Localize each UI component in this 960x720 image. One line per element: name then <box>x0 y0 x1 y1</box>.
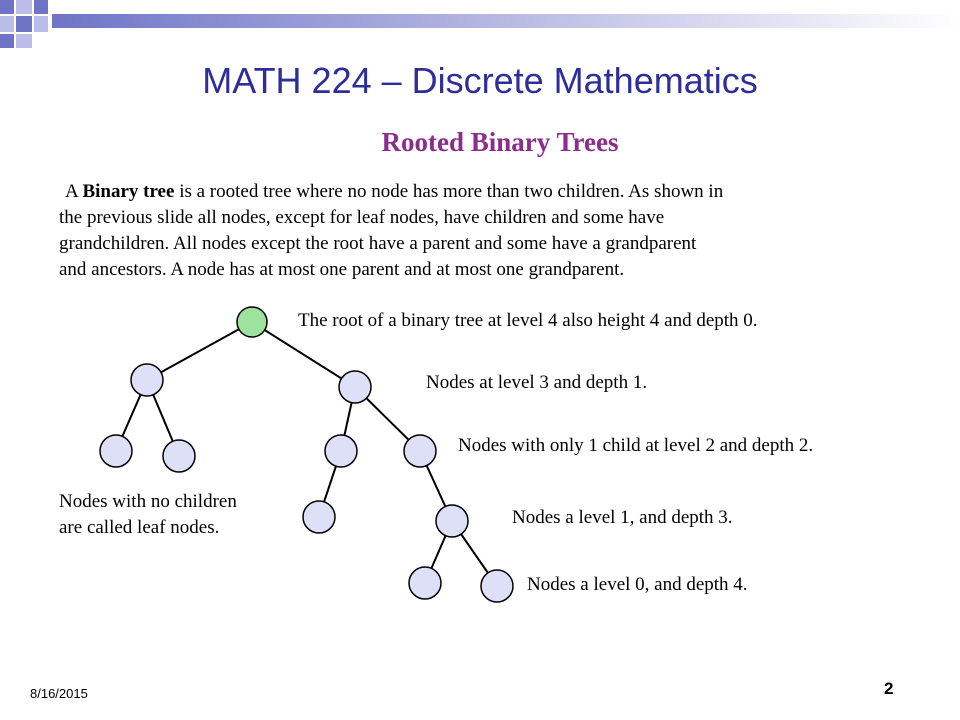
tree-node-leaf <box>163 440 195 472</box>
level2-label: Nodes with only 1 child at level 2 and depth 2. <box>458 435 814 456</box>
tree-node-level2 <box>404 435 436 467</box>
level1-label: Nodes a level 1, and depth 3. <box>512 507 733 528</box>
tree-node-level1 <box>436 505 468 537</box>
tree-node-leaf <box>303 501 335 533</box>
leaf-note-line-2: are called leaf nodes. <box>59 517 220 538</box>
level0-label: Nodes a level 0, and depth 4. <box>527 574 748 595</box>
tree-node-level3-right <box>339 371 371 403</box>
slide-date: 8/16/2015 <box>30 686 88 701</box>
tree-node-leaf <box>100 435 132 467</box>
level3-label: Nodes at level 3 and depth 1. <box>426 372 648 393</box>
tree-node-level0 <box>481 570 513 602</box>
page-number: 2 <box>884 679 894 698</box>
paragraph-line-4: and ancestors. A node has at most one parent and at most one grandparent. <box>59 259 625 280</box>
slide-title: MATH 224 – Discrete Mathematics <box>202 60 758 101</box>
tree-node-level0 <box>409 567 441 599</box>
paragraph-line-3: grandchildren. All nodes except the root have a parent and some have a grandparent <box>59 233 697 254</box>
paragraph-line-2: the previous slide all nodes, except for leaf nodes, have children and some have <box>59 207 665 228</box>
tree-node-level3-left <box>131 364 163 396</box>
tree-node-level2 <box>325 435 357 467</box>
root-node <box>237 307 267 337</box>
edge-root-left <box>147 322 252 380</box>
root-label: The root of a binary tree at level 4 also height 4 and depth 0. <box>298 310 758 331</box>
slide-subtitle: Rooted Binary Trees <box>381 127 619 157</box>
paragraph-line-1: A Binary tree is a rooted tree where no node has more than two children. As shown in <box>65 181 724 202</box>
leaf-nodes-note <box>59 489 237 541</box>
binary-tree-term: Binary tree <box>82 181 175 202</box>
leaf-note-line-1: Nodes with no children <box>59 491 237 512</box>
